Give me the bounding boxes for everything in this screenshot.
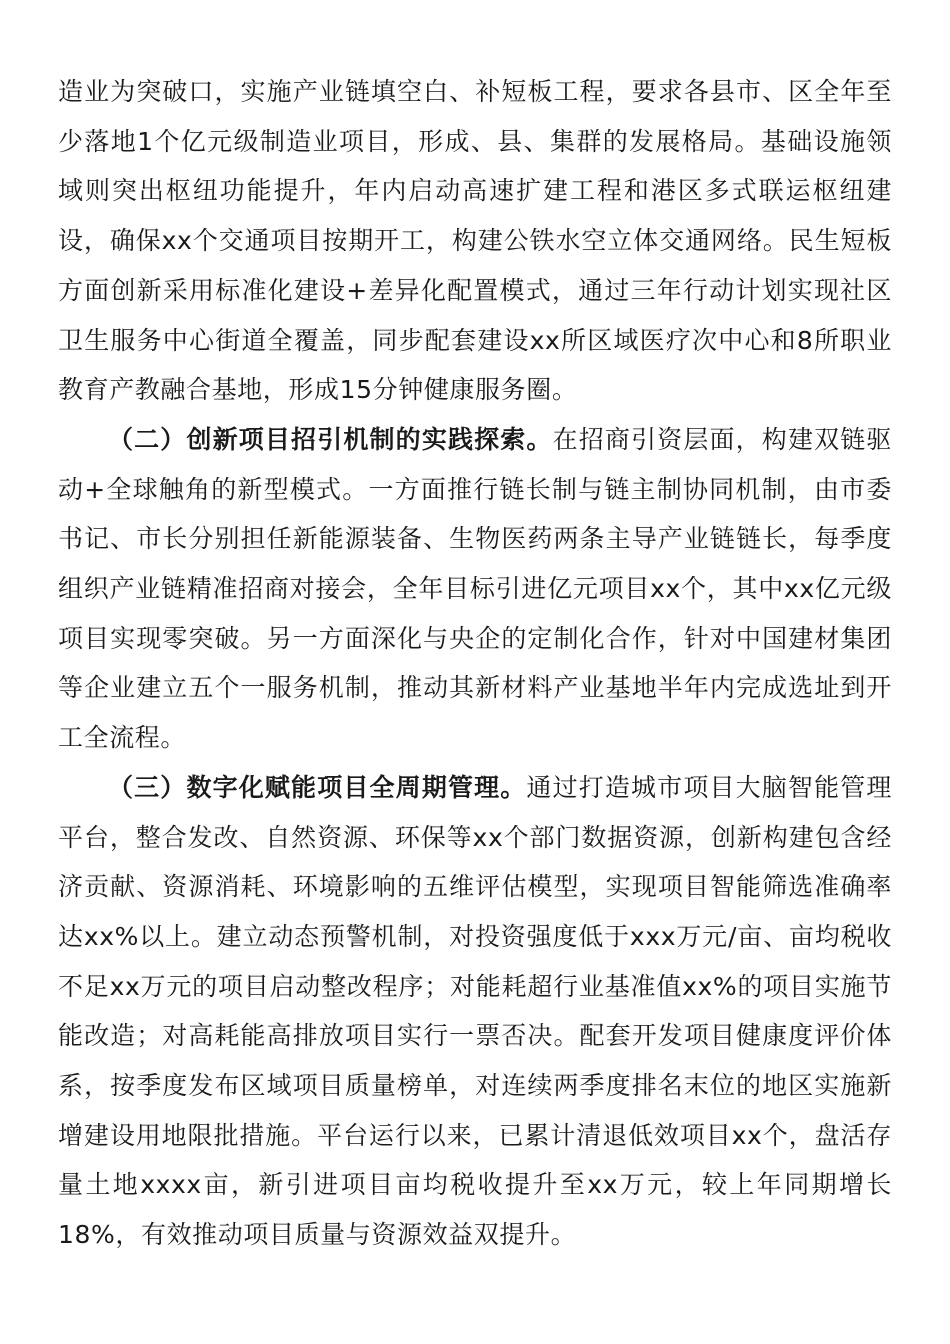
- paragraph-text: 在招商引资层面，构建双链驱动+全球触角的新型模式。一方面推行链长制与链主制协同机制，由市委书记、市长分别担任新能源装备、生物医药两条主导产业链链长，每季度组织产业链精准招商对接会，全年目标引进亿元项目xx个，其中xx亿元级项目实现零突破。另一方面深化与央企的定制化合作，针对中国建材集团等企业建立五个一服务机制，推动其新材料产业基地半年内完成选址到开工全流程。: [58, 424, 892, 753]
- paragraph-section-2: [58, 415, 892, 763]
- paragraph-text: 通过打造城市项目大脑智能管理平台，整合发改、自然资源、环保等xx个部门数据资源，创新构建包含经济贡献、资源消耗、环境影响的五维评估模型，实现项目智能筛选准确率达xx%以上。建立动态预警机制，对投资强度低于xxx万元/亩、亩均税收不足xx万元的项目启动整改程序；对能耗超行业基准值xx%的项目实施节能改造；对高耗能高排放项目实行一票否决。配套开发项目健康度评价体系，按季度发布区域项目质量榜单，对连续两季度排名末位的地区实施新增建设用地限批措施。平台运行以来，已累计清退低效项目xx个，盘活存量土地xxxx亩，新引进项目亩均税收提升至xx万元，较上年同期增长18%，有效推动项目质量与资源效益双提升。: [58, 772, 892, 1250]
- paragraph-text: 造业为突破口，实施产业链填空白、补短板工程，要求各县市、区全年至少落地1个亿元级制造业项目，形成、县、集群的发展格局。基础设施领域则突出枢纽功能提升，年内启动高速扩建工程和港区多式联运枢纽建设，确保xx个交通项目按期开工，构建公铁水空立体交通网络。民生短板方面创新采用标准化建设+差异化配置模式，通过三年行动计划实现社区卫生服务中心街道全覆盖，同步配套建设xx所区域医疗次中心和8所职业教育产教融合基地，形成15分钟健康服务圈。: [58, 77, 892, 405]
- document-body: [58, 67, 892, 1260]
- paragraph-continuation: [58, 67, 892, 415]
- section-heading: （三）数字化赋能项目全周期管理。: [108, 772, 527, 802]
- paragraph-section-3: [58, 763, 892, 1260]
- section-heading: （二）创新项目招引机制的实践探索。: [108, 424, 553, 454]
